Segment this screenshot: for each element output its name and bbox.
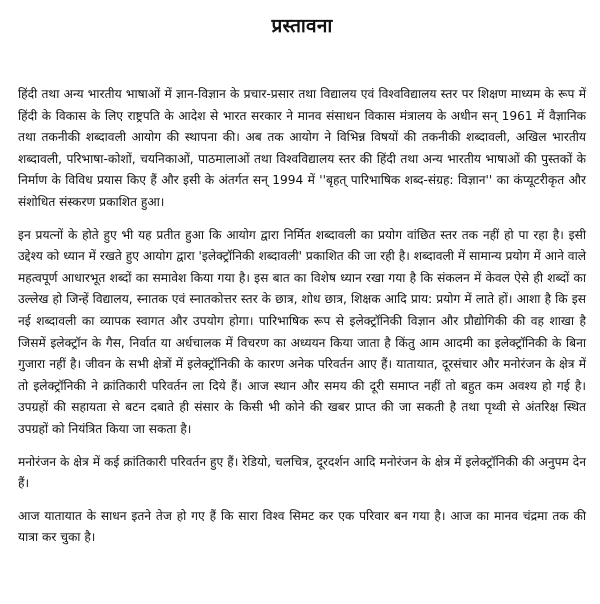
paragraph-3: मनोरंजन के क्षेत्र में कई क्रांतिकारी परिवर्तन हुए हैं। रेडियो, चलचित्र, दूरदर्शन आदि मनोरंजन के क्षेत्र में इलेक्ट्रॉनिकी की अनुपम देन हैं। — [18, 454, 586, 491]
paragraph-1: हिंदी तथा अन्य भारतीय भाषाओं में ज्ञान-विज्ञान के प्रचार-प्रसार तथा विद्यालय एवं विश्वविद्यालय स्तर पर शिक्षण माध्यम के रूप में हिंदी के विकास के लिए राष्ट्रपति के आदेश से भारत सरकार ने मानव संसाधन विकास मंत्रालय के अधीन सन् 1961 में वैज्ञानिक तथा तकनीकी शब्दावली आयोग की स्थापना की। अब तक आयोग ने विभिन्न विषयों की तकनीकी शब्दावली, अखिल भारतीय शब्दावली, परिभाषा-कोशों, चयनिकाओं, पाठमालाओं तथा विश्वविद्यालय स्तर की हिंदी तथा अन्य भारतीय भाषाओं की पुस्तकों के निर्माण के विविध प्रयास किए हैं और इसी के अंतर्गत सन् 1994 में ''बृहत् पारिभाषिक शब्द-संग्रह: विज्ञान'' का कंप्यूटरीकृत और संशोधित संस्करण प्रकाशित हुआ। — [18, 87, 586, 209]
paragraph-4: आज यातायात के साधन इतने तेज हो गए हैं कि सारा विश्व सिमट कर एक परिवार बन गया है। आज का मानव चंद्रमा तक की यात्रा कर चुका है। — [18, 508, 586, 545]
page-title: प्रस्तावना — [271, 15, 333, 37]
paragraph-2: इन प्रयत्नों के होते हुए भी यह प्रतीत हुआ कि आयोग द्वारा निर्मित शब्दावली का प्रयोग वांछित स्तर तक नहीं हो पा रहा है। इसी उद्देश्य को ध्यान में रखते हुए आयोग द्वारा 'इलेक्ट्रॉनिकी शब्दावली' प्रकाशित की जा रही है। शब्दावली में सामान्य प्रयोग में आने वाले महत्वपूर्ण आधारभूत शब्दों का समावेश किया गया है। इस बात का विशेष ध्यान रखा गया है कि संकलन में केवल ऐसे ही शब्दों का उल्लेख हो जिन्हें विद्यालय, स्नातक एवं स्नातकोत्तर स्तर के छात्र, शोध छात्र, शिक्षक आदि प्राय: प्रयोग में लाते हों। आशा है कि इस नई शब्दावली का व्यापक स्वागत और उपयोग होगा। पारिभाषिक रूप से इलेक्ट्रॉनिकी विज्ञान और प्रौद्योगिकी की वह शाखा है जिसमें इलेक्ट्रॉन के गैस, निर्वात या अर्धचालक में विचरण का अध्ययन किया जाता है किंतु आम आदमी का इलेक्ट्रॉनिकी के बिना गुजारा नहीं है। जीवन के सभी क्षेत्रों में इलेक्ट्रॉनिकी के कारण अनेक परिवर्तन आए हैं। यातायात, दूरसंचार और मनोरंजन के क्षेत्र में तो इलेक्ट्रॉनिकी ने क्रांतिकारी परिवर्तन ला दिये हैं। आज स्थान और समय की दूरी समाप्त नहीं तो बहुत कम अवश्य हो गई है। उपग्रहों की सहायता से बटन दबाते ही संसार के किसी भी कोने की खबर प्राप्त की जा सकती है तथा पृथ्वी से अंतरिक्ष स्थित उपग्रहों को नियंत्रित किया जा सकता है। — [18, 227, 586, 436]
